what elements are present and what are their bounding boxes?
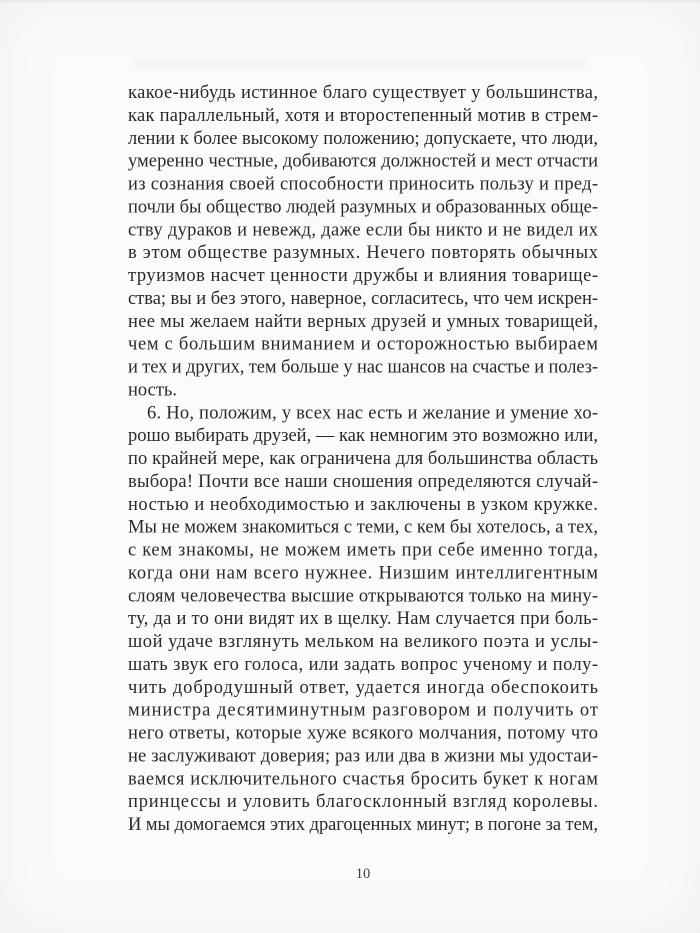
text-line: принцессы и уловить благосклонный взгляд королевы. [128, 792, 598, 813]
text-line: шой удаче взглянуть мельком на великого поэта и услы- [128, 632, 598, 652]
text-line: ства; вы и без этого, наверное, согласитесь, что чем искрен- [128, 288, 598, 309]
text-line: Мы не можем знакомиться с теми, с кем бы хотелось, а тех, [128, 517, 598, 538]
text-line: почли бы общество людей разумных и образованных обще- [128, 197, 598, 218]
text-line: рошо выбирать друзей, — как немногим это возможно или, [128, 426, 598, 447]
page-number: 10 [355, 866, 371, 882]
text-line-paragraph-end: ность. [128, 380, 177, 401]
text-line: труизмов насчет ценности дружбы и влияния товарище- [128, 266, 598, 286]
text-line: И мы домогаемся этих драгоценных минут; в погоне за тем, [128, 815, 598, 835]
text-line: как параллельный, хотя и второстепенный мотив в стрем- [128, 105, 598, 126]
text-line: по крайней мере, как ограничена для большинства область [128, 449, 598, 469]
text-line: умеренно честные, добиваются должностей и мест отчасти [128, 151, 598, 172]
text-line: когда они нам всего нужнее. Низшим интеллигентным [128, 563, 598, 584]
text-line: чить добродушный ответ, удается иногда обеспокоить [128, 677, 598, 698]
text-line: лении к более высокому положению; допускаете, что люди, [128, 128, 598, 149]
text-line: какое-нибудь истинное благо существует у большинства, [128, 83, 598, 103]
text-line: из сознания своей способности приносить пользу и пред- [128, 174, 598, 195]
text-line: ту, да и то они видят их в щелку. Нам случается при боль- [128, 609, 598, 630]
text-line: нее мы желаем найти верных друзей и умных товарищей, [128, 311, 598, 332]
text-line: шать звук его голоса, или задать вопрос ученому и полу- [128, 654, 598, 675]
text-line: ваемся исключительного счастья бросить букет к ногам [128, 769, 598, 790]
text-line: ностью и необходимостью и заключены в узком кружке. [128, 494, 598, 515]
text-line: министра десятиминутным разговором и получить от [128, 700, 598, 721]
text-line: не заслуживают доверия; раз или два в жизни мы удостаи- [128, 746, 598, 767]
text-line: слоям человечества высшие открываются только на мину- [128, 586, 598, 607]
text-line: ству дураков и невежд, даже если бы никто и не видел их [128, 220, 598, 241]
text-line: в этом обществе разумных. Нечего повторять обычных [128, 243, 598, 264]
text-line: него ответы, которые хуже всякого молчания, потому что [128, 723, 598, 744]
text-line: с кем знакомы, не можем иметь при себе именно тогда, [128, 540, 598, 561]
text-line: выбора! Почти все наши сношения определяются случай- [128, 471, 598, 492]
text-line: и тех и других, тем больше у нас шансов на счастье и полез- [128, 357, 598, 378]
text-line: чем с большим вниманием и осторожностью выбираем [128, 334, 598, 355]
text-line-paragraph-start: 6. Но, положим, у всех нас есть и желание и умение хо- [147, 403, 598, 424]
